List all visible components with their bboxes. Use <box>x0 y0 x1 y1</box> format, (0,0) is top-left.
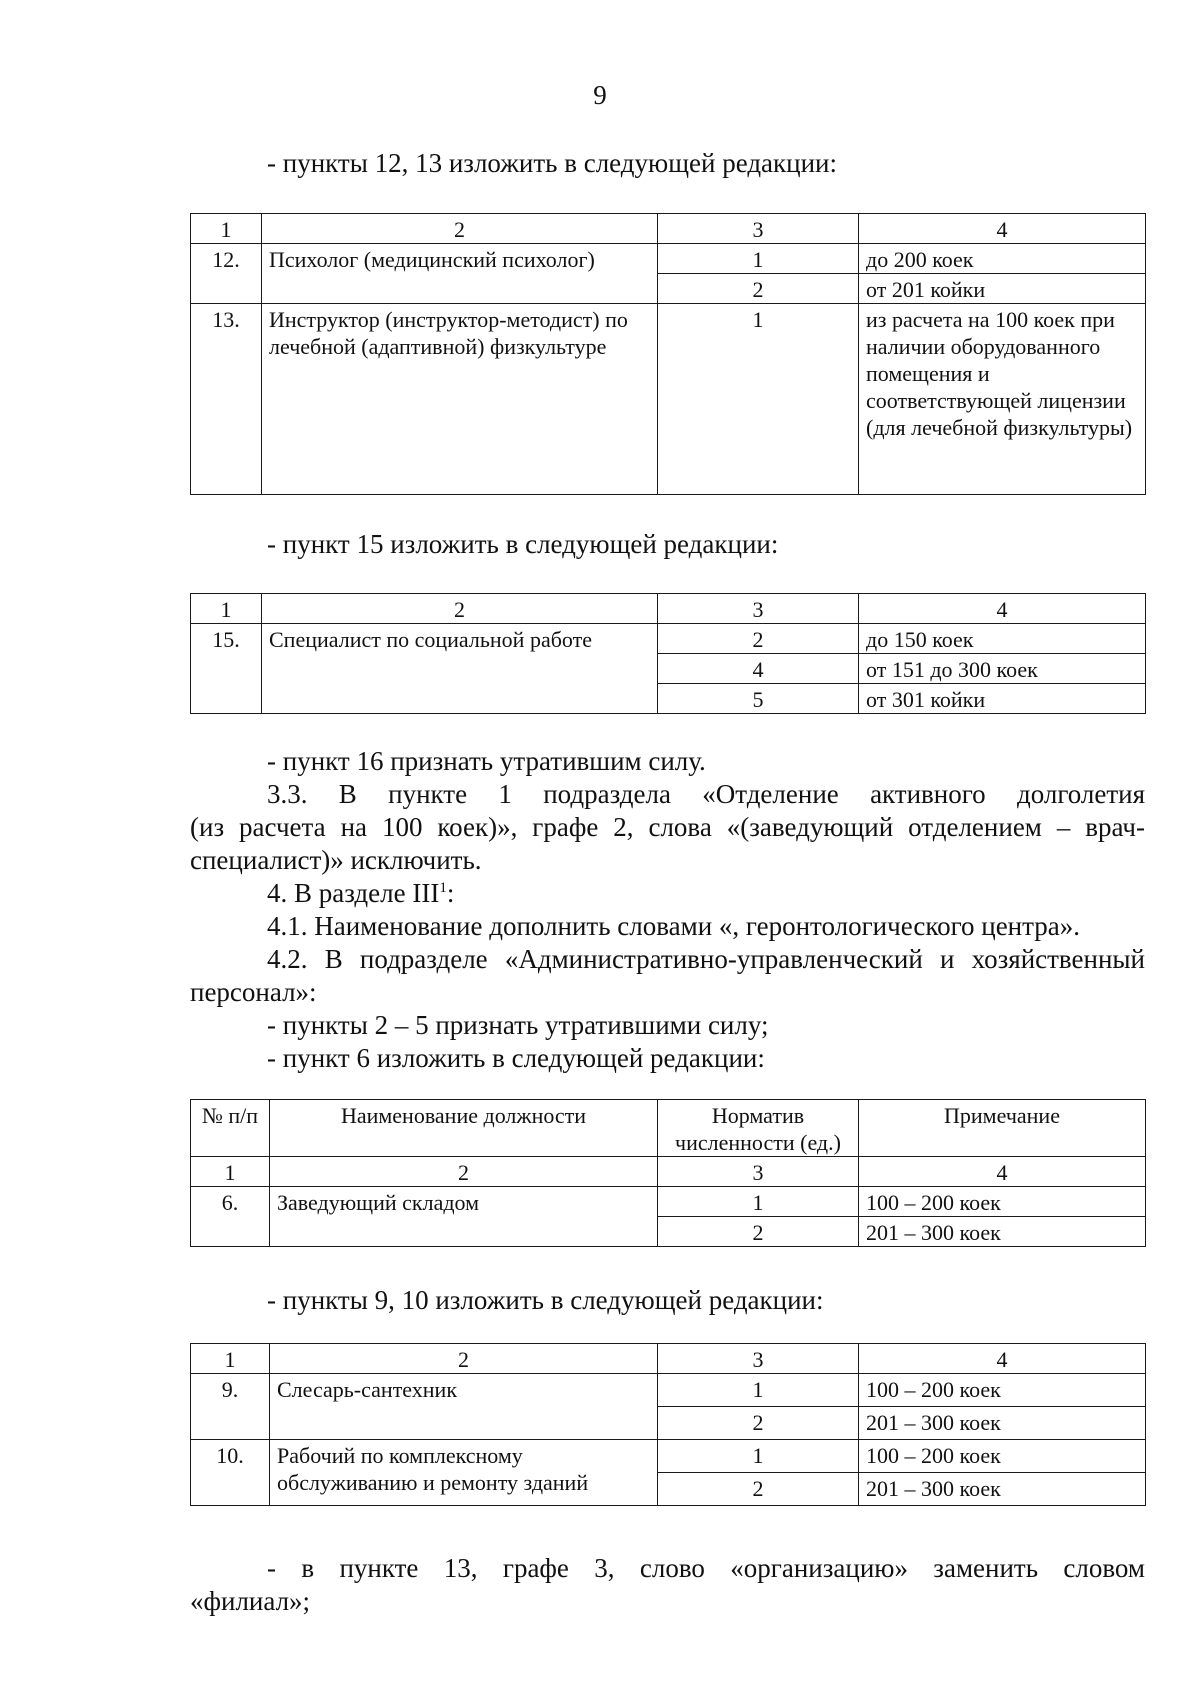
note-cell: от 201 койки <box>859 274 1146 304</box>
table-items-12-13 <box>190 213 1146 495</box>
staff-count: 5 <box>658 684 859 714</box>
table-item-15 <box>190 593 1146 714</box>
position-name: Инструктор (инструктор-методист) по лечебной (адаптивной) физкультуре <box>262 304 658 495</box>
para-4-2-line-1: 4.2. В подразделе «Административно-управленческий и хозяйственный <box>267 944 1145 974</box>
para-4-2-line-2: персонал»: <box>190 977 317 1007</box>
note-cell: 201 – 300 коек <box>859 1472 1146 1505</box>
staff-count: 1 <box>658 1439 859 1472</box>
table-row <box>191 1406 1146 1439</box>
col-2-header: 2 <box>262 594 658 624</box>
col-2-header: 2 <box>270 1157 658 1187</box>
table-title-row <box>191 1100 1146 1157</box>
para-4-heading <box>267 877 454 909</box>
note-cell: из расчета на 100 коек при наличии оборудованного помещения и соответствующей лицензии (для лечебной физкультуры) <box>859 304 1146 495</box>
row-number-continued <box>191 1406 270 1439</box>
col-3-header: 3 <box>658 594 859 624</box>
page-number: 9 <box>593 80 607 110</box>
position-name: Психолог (медицинский психолог) <box>262 244 658 304</box>
position-name: Заведующий складом <box>270 1187 658 1247</box>
col-3-header: 3 <box>658 214 859 244</box>
para-4-1: 4.1. Наименование дополнить словами «, геронтологического центра». <box>267 911 1080 941</box>
items-2-5-text: - пункты 2 – 5 признать утратившими силу; <box>267 1010 769 1040</box>
row-number: 6. <box>191 1187 270 1247</box>
table-header-row <box>191 1157 1146 1187</box>
col-2-header: 2 <box>262 214 658 244</box>
note-cell: 100 – 200 коек <box>859 1439 1146 1472</box>
para-4-colon: : <box>446 878 455 908</box>
note-cell: до 150 коек <box>859 624 1146 654</box>
para-3-3-line-2: (из расчета на 100 коек)», графе 2, слова «(заведующий отделением – врач- <box>190 812 1145 842</box>
note-cell: 201 – 300 коек <box>859 1217 1146 1247</box>
col-4-header: 4 <box>859 214 1146 244</box>
para-4-superscript: 1 <box>439 880 447 896</box>
table-items-9-10 <box>190 1343 1146 1506</box>
col-3-header: 3 <box>658 1344 859 1374</box>
table-row <box>191 244 1146 274</box>
staff-count: 4 <box>658 654 859 684</box>
para-4-text: 4. В разделе III <box>267 878 440 908</box>
intro-item-15: - пункт 15 изложить в следующей редакции: <box>267 529 779 559</box>
intro-item-6: - пункт 6 изложить в следующей редакции: <box>267 1043 765 1073</box>
para-3-3-line-3: специалист)» исключить. <box>190 845 482 875</box>
note-cell: от 301 койки <box>859 684 1146 714</box>
intro-items-9-10: - пункты 9, 10 изложить в следующей редакции: <box>267 1285 824 1315</box>
header-number: № п/п <box>191 1100 270 1157</box>
col-1-header: 1 <box>191 594 262 624</box>
para-3-3-line-1: 3.3. В пункте 1 подраздела «Отделение активного долголетия <box>267 779 1145 809</box>
note-cell: до 200 коек <box>859 244 1146 274</box>
position-name: Рабочий по комплексному обслуживанию и ремонту зданий <box>270 1439 658 1505</box>
row-number: 10. <box>191 1439 270 1505</box>
table-row <box>191 1439 1146 1472</box>
col-4-header: 4 <box>859 1157 1146 1187</box>
table-row <box>191 1374 1146 1407</box>
table-row <box>191 304 1146 495</box>
table-row <box>191 1187 1146 1217</box>
row-number: 9. <box>191 1374 270 1407</box>
staff-count: 1 <box>658 304 859 495</box>
table-row <box>191 624 1146 654</box>
staff-count: 1 <box>658 1187 859 1217</box>
note-cell: 100 – 200 коек <box>859 1374 1146 1407</box>
col-3-header: 3 <box>658 1157 859 1187</box>
position-name: Специалист по социальной работе <box>262 624 658 714</box>
row-number: 15. <box>191 624 262 714</box>
final-para-line-1: - в пункте 13, графе 3, слово «организацию» заменить словом <box>267 1553 1145 1583</box>
col-4-header: 4 <box>859 594 1146 624</box>
col-4-header: 4 <box>859 1344 1146 1374</box>
table-item-6 <box>190 1099 1146 1247</box>
position-name: Слесарь-сантехник <box>270 1374 658 1407</box>
row-number: 13. <box>191 304 262 495</box>
col-1-header: 1 <box>191 214 262 244</box>
table-header-row <box>191 214 1146 244</box>
note-cell: 201 – 300 коек <box>859 1406 1146 1439</box>
staff-count: 1 <box>658 244 859 274</box>
staff-count: 2 <box>658 274 859 304</box>
col-1-header: 1 <box>191 1157 270 1187</box>
note-cell: 100 – 200 коек <box>859 1187 1146 1217</box>
staff-count: 2 <box>658 1406 859 1439</box>
item-16-text: - пункт 16 признать утратившим силу. <box>267 746 706 776</box>
final-para-line-2: «филиал»; <box>190 1586 311 1616</box>
note-cell: от 151 до 300 коек <box>859 654 1146 684</box>
table-header-row <box>191 594 1146 624</box>
intro-items-12-13: - пункты 12, 13 изложить в следующей редакции: <box>267 148 838 178</box>
header-position: Наименование должности <box>270 1100 658 1157</box>
staff-count: 2 <box>658 624 859 654</box>
row-number: 12. <box>191 244 262 304</box>
staff-count: 2 <box>658 1472 859 1505</box>
staff-count: 2 <box>658 1217 859 1247</box>
col-1-header: 1 <box>191 1344 270 1374</box>
header-note: Примечание <box>859 1100 1146 1157</box>
table-header-row <box>191 1344 1146 1374</box>
col-2-header: 2 <box>270 1344 658 1374</box>
header-norm: Норматив численности (ед.) <box>658 1100 859 1157</box>
staff-count: 1 <box>658 1374 859 1407</box>
position-name-continued <box>270 1406 658 1439</box>
